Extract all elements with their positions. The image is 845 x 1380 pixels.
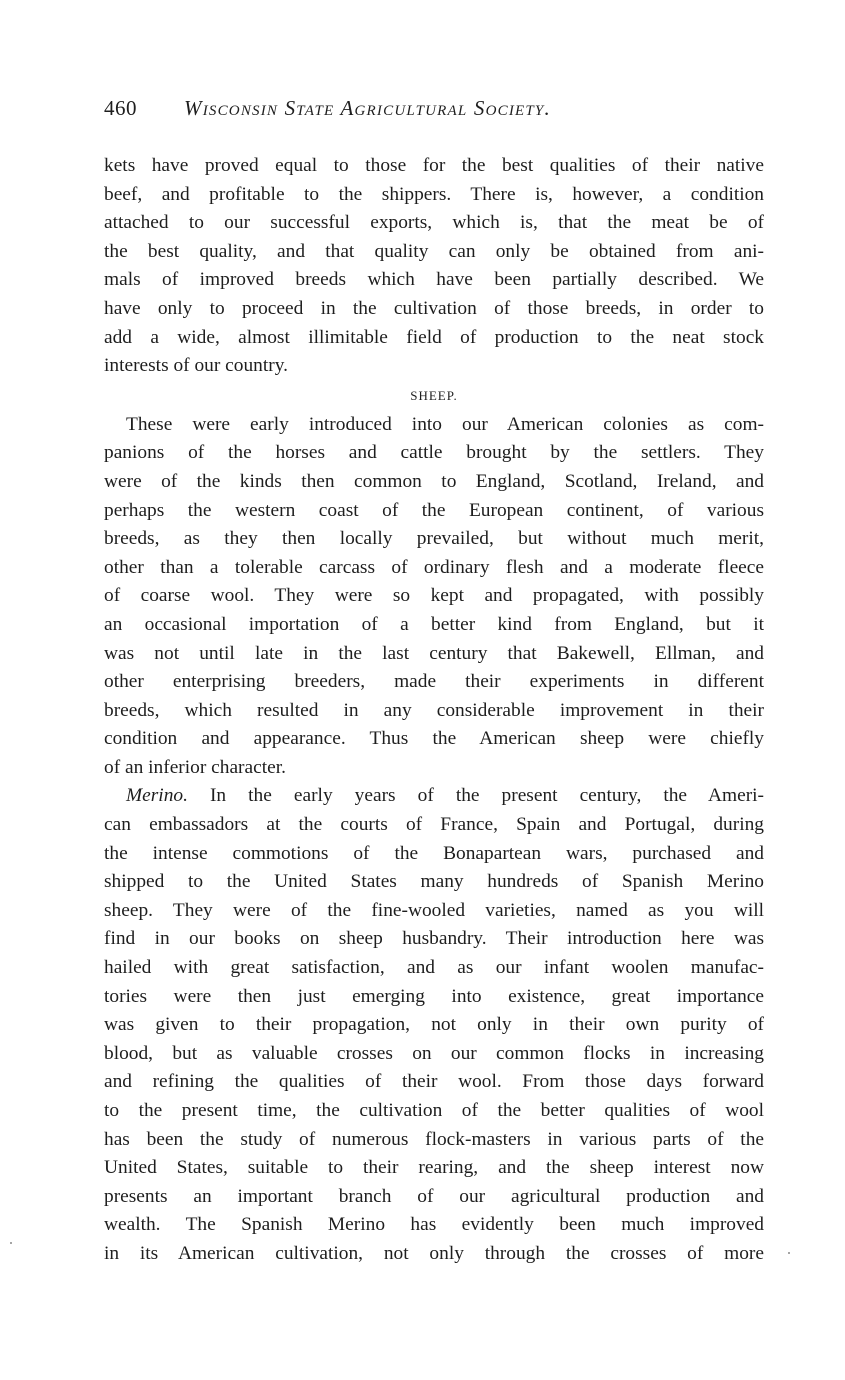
merino-first-line: In the early years of the present century, the Ameri-: [187, 785, 764, 807]
text-line: attached to our successful exports, which is, that the meat be of: [104, 212, 764, 234]
text-line: hailed with great satisfaction, and as our infant woolen manufac-: [104, 957, 764, 979]
merino-lead: Merino.: [126, 785, 188, 807]
text-line: and refining the qualities of their wool. From those days forward: [104, 1071, 764, 1093]
text-line: in its American cultivation, not only through the crosses of more: [104, 1242, 764, 1264]
text-line: were of the kinds then common to England, Scotland, Ireland, and: [104, 470, 764, 492]
text-line: find in our books on sheep husbandry. Their introduction here was: [104, 928, 764, 950]
text-line: wealth. The Spanish Merino has evidently been much improved: [104, 1214, 764, 1236]
text-line: United States, suitable to their rearing, and the sheep interest now: [104, 1157, 764, 1179]
text-line: of an inferior character.: [104, 756, 286, 778]
text-line: add a wide, almost illimitable field of production to the neat stock: [104, 326, 764, 348]
text-line: other enterprising breeders, made their experiments in different: [104, 671, 764, 693]
text-line: the intense commotions of the Bonapartean wars, purchased and: [104, 842, 764, 864]
paragraph-continued: [104, 152, 764, 381]
scan-speck: [10, 1242, 12, 1244]
text-line: have only to proceed in the cultivation of those breeds, in order to: [104, 297, 764, 319]
text-line: These were early introduced into our American colonies as com-: [126, 413, 764, 435]
text-line: interests of our country.: [104, 355, 288, 377]
scan-speck: [788, 1252, 790, 1254]
text-line: condition and appearance. Thus the American sheep were chiefly: [104, 728, 764, 750]
text-line: kets have proved equal to those for the best qualities of their native: [104, 155, 764, 176]
text-line: sheep. They were of the fine-wooled varieties, named as you will: [104, 899, 764, 921]
text-line: has been the study of numerous flock-masters in various parts of the: [104, 1128, 764, 1150]
paragraph-merino: [104, 782, 764, 1268]
text-line: tories were then just emerging into existence, great importance: [104, 985, 764, 1007]
text-line: perhaps the western coast of the European continent, of various: [104, 499, 764, 521]
body-text: [104, 152, 764, 1269]
text-line: shipped to the United States many hundreds of Spanish Merino: [104, 871, 764, 893]
text-line: can embassadors at the courts of France, Spain and Portugal, during: [104, 814, 764, 836]
text-line: [104, 782, 764, 811]
paragraph-sheep: [104, 411, 764, 783]
text-line: an occasional importation of a better kind from England, but it: [104, 613, 764, 635]
text-line: breeds, as they then locally prevailed, but without much merit,: [104, 528, 764, 550]
text-line: blood, but as valuable crosses on our common flocks in increasing: [104, 1042, 764, 1064]
text-line: panions of the horses and cattle brought by the settlers. They: [104, 442, 764, 464]
running-head: [104, 96, 764, 130]
text-line: mals of improved breeds which have been partially described. We: [104, 269, 764, 291]
text-line: beef, and profitable to the shippers. There is, however, a condition: [104, 183, 764, 205]
text-line: the best quality, and that quality can only be obtained from ani-: [104, 240, 764, 262]
text-line: presents an important branch of our agricultural production and: [104, 1185, 764, 1207]
text-line: other than a tolerable carcass of ordinary flesh and a moderate fleece: [104, 556, 764, 578]
journal-title: Wisconsin State Agricultural Society.: [184, 96, 551, 120]
text-line: of coarse wool. They were so kept and propagated, with possibly: [104, 585, 764, 607]
page-number: 460: [104, 96, 137, 120]
text-line: was not until late in the last century that Bakewell, Ellman, and: [104, 642, 764, 664]
text-line: breeds, which resulted in any considerable improvement in their: [104, 699, 764, 721]
section-heading: SHEEP.: [410, 387, 458, 403]
text-line: was given to their propagation, not only in their own purity of: [104, 1014, 764, 1036]
text-line: to the present time, the cultivation of the better qualities of wool: [104, 1100, 764, 1121]
